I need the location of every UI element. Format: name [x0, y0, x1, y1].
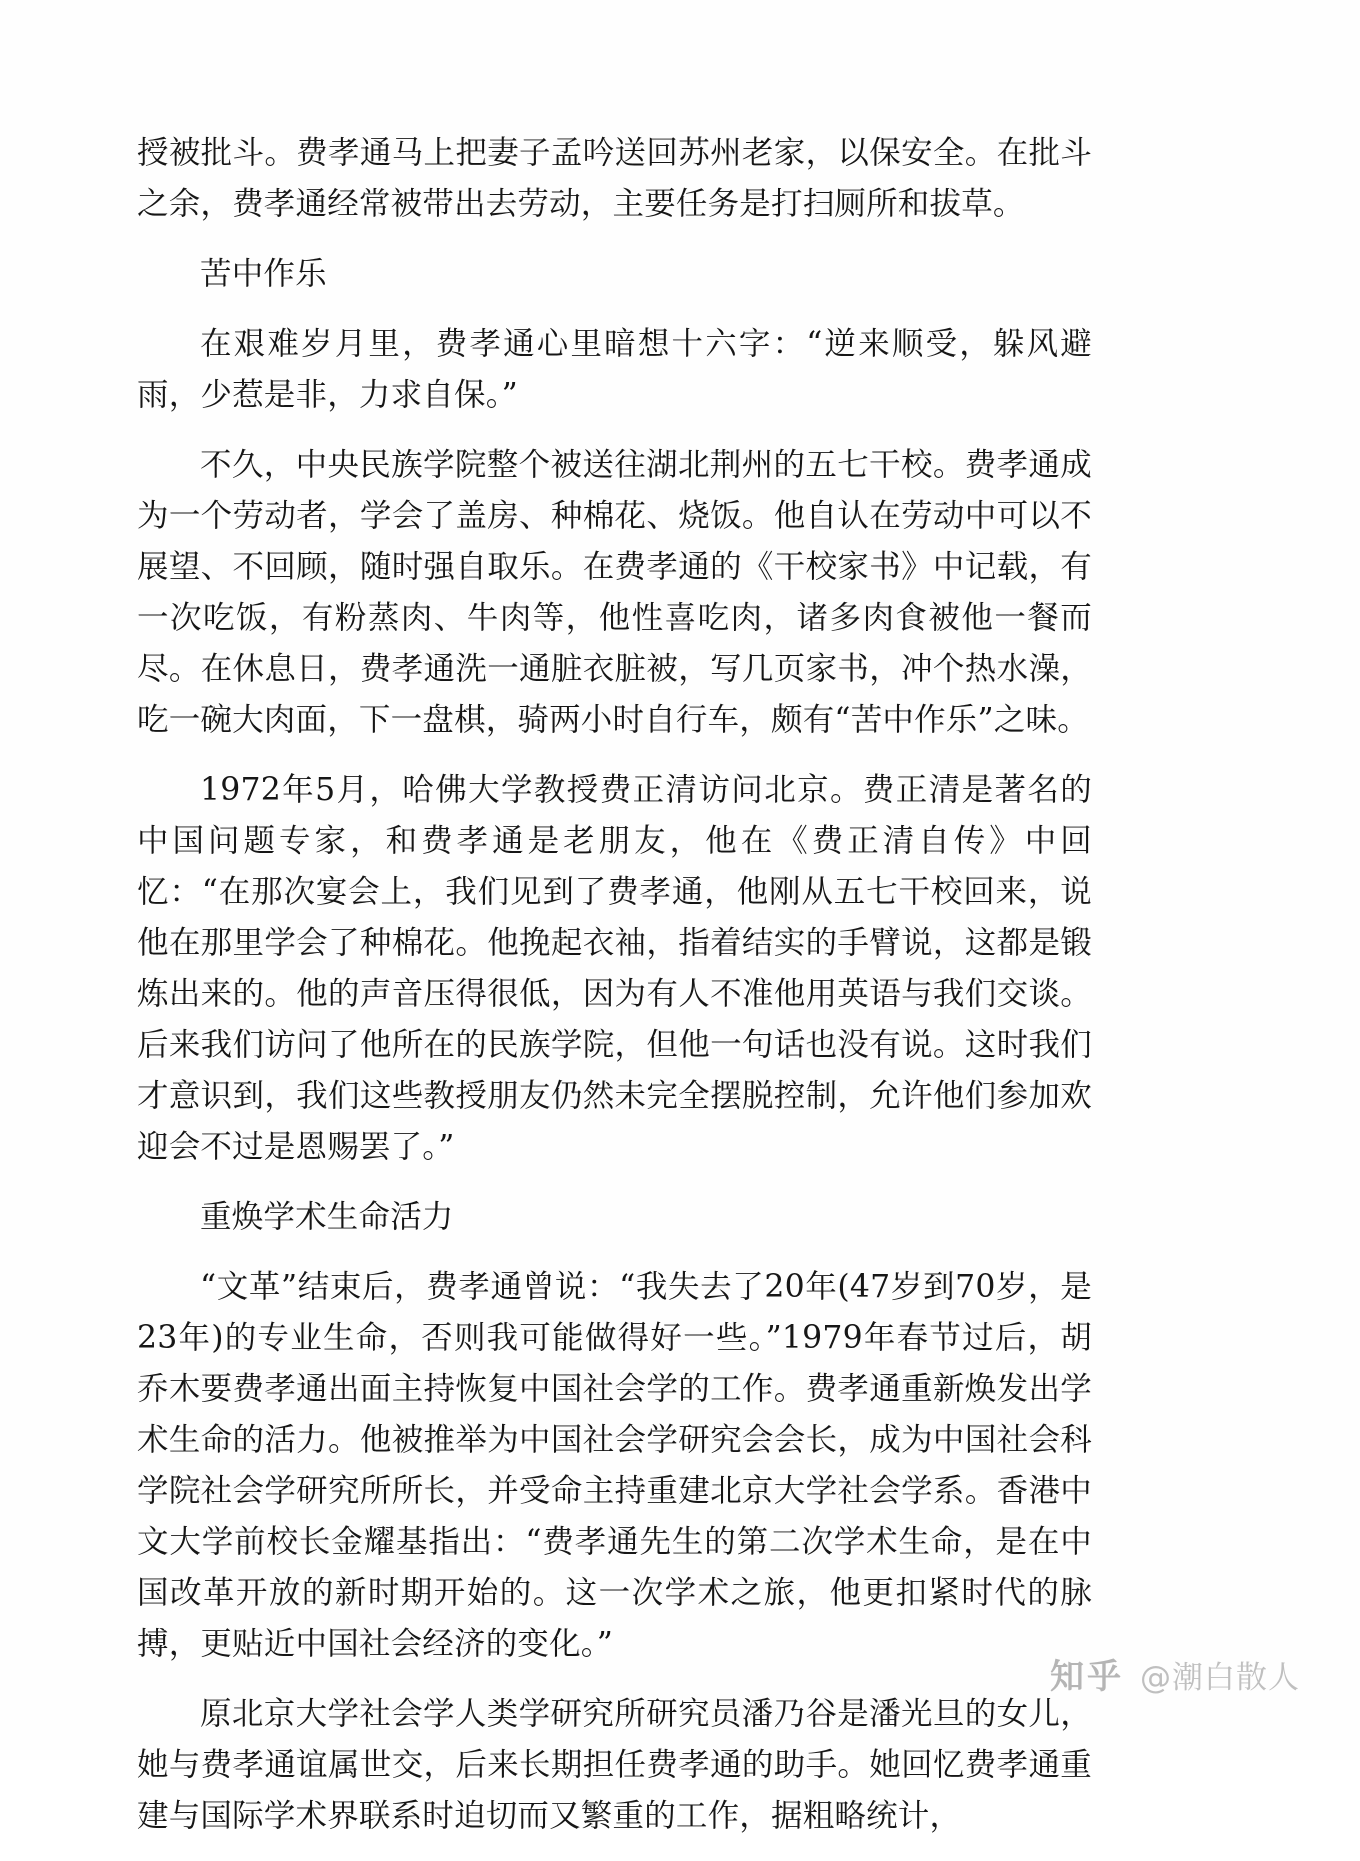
paragraph-3: 1972年5月，哈佛大学教授费正清访问北京。费正清是著名的中国问题专家，和费孝通是老朋友，他在《费正清自传》中回忆：“在那次宴会上，我们见到了费孝通，他刚从五七干校回来，说他在那里学会了种棉花。他挽起衣袖，指着结实的手臂说，这都是锻炼出来的。他的声音压得很低，因为有人不准他用英语与我们交谈。后来我们访问了他所在的民族学院，但他一句话也没有说。这时我们才意识到，我们这些教授朋友仍然未完全摆脱控制，允许他们参加欢迎会不过是恩赐罢了。” [137, 772, 1092, 1165]
watermark-handle: @潮白散人 [1140, 1660, 1300, 1696]
paragraph-5: 原北京大学社会学人类学研究所研究员潘乃谷是潘光旦的女儿，她与费孝通谊属世交，后来长期担任费孝通的助手。她回忆费孝通重建与国际学术界联系时迫切而又繁重的工作，据粗略统计， [137, 1696, 1092, 1834]
section-heading-chonghuanxueshu: 重焕学术生命活力 [200, 1199, 454, 1235]
paragraph-2: 不久，中央民族学院整个被送往湖北荆州的五七干校。费孝通成为一个劳动者，学会了盖房、种棉花、烧饭。他自认在劳动中可以不展望、不回顾，随时强自取乐。在费孝通的《干校家书》中记载，有一次吃饭，有粉蒸肉、牛肉等，他性喜吃肉，诸多肉食被他一餐而尽。在休息日，费孝通洗一通脏衣脏被，写几页家书，冲个热水澡，吃一碗大肉面，下一盘棋，骑两小时自行车，颇有“苦中作乐”之味。 [137, 447, 1092, 738]
document-body [137, 128, 1092, 1861]
paragraph-4: “文革”结束后，费孝通曾说：“我失去了20年(47岁到70岁，是23年)的专业生命，否则我可能做得好一些。”1979年春节过后，胡乔木要费孝通出面主持恢复中国社会学的工作。费孝通重新焕发出学术生命的活力。他被推举为中国社会学研究会会长，成为中国社会科学院社会学研究所所长，并受命主持重建北京大学社会学系。香港中文大学前校长金耀基指出：“费孝通先生的第二次学术生命，是在中国改革开放的新时期开始的。这一次学术之旅，他更扣紧时代的脉搏，更贴近中国社会经济的变化。” [137, 1269, 1092, 1662]
section-heading-kuzhongzuole: 苦中作乐 [200, 256, 327, 292]
paragraph-0: 授被批斗。费孝通马上把妻子孟吟送回苏州老家，以保安全。在批斗之余，费孝通经常被带出去劳动，主要任务是打扫厕所和拔草。 [137, 135, 1092, 222]
watermark [1050, 1649, 1300, 1698]
watermark-logo: 知乎 [1050, 1657, 1124, 1697]
paragraph-1: 在艰难岁月里，费孝通心里暗想十六字：“逆来顺受，躲风避雨，少惹是非，力求自保。” [137, 326, 1092, 413]
